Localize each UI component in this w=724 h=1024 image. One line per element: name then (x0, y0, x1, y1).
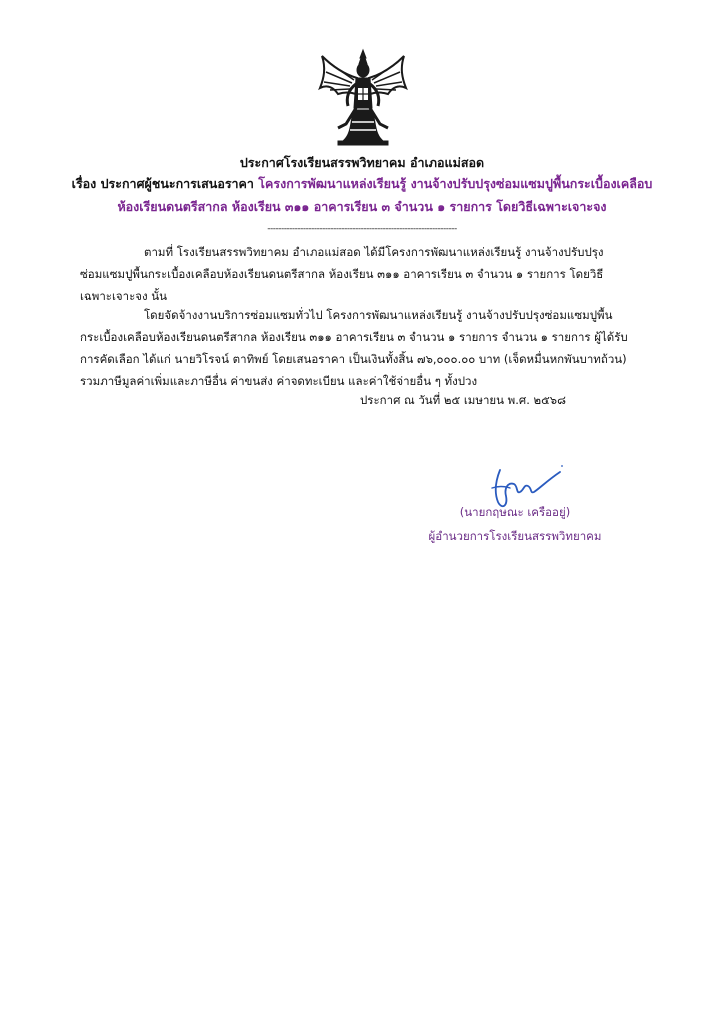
announcement-date: ประกาศ ณ วันที่ ๒๕ เมษายน พ.ศ. ๒๕๖๘ (360, 393, 566, 407)
announcement-title: ประกาศโรงเรียนสรรพวิทยาคม อำเภอแม่สอด (239, 155, 485, 170)
announcement-subject-cont: ห้องเรียนดนตรีสากล ห้องเรียน ๓๑๑ อาคารเรียน ๓ จำนวน ๑ รายการ โดยวิธีเฉพาะเจาะจง (117, 199, 607, 214)
subject-prefix: เรื่อง ประกาศผู้ชนะการเสนอราคา (71, 176, 259, 191)
paragraph-2-line-4: รวมภาษีมูลค่าเพิ่มและภาษีอื่น ค่าขนส่ง ค่าจดทะเบียน และค่าใช้จ่ายอื่น ๆ ทั้งปวง (80, 374, 478, 388)
paragraph-2-line-3: การคัดเลือก ได้แก่ นายวิโรจน์ ตาทิพย์ โดยเสนอราคา เป็นเงินทั้งสิ้น ๗๖,๐๐๐.๐๐ บาท (เจ็ดหมื่นหกพันบาทถ้วน) (80, 352, 627, 366)
paragraph-1-line-2: ซ่อมแซมปูพื้นกระเบื้องเคลือบห้องเรียนดนตรีสากล ห้องเรียน ๓๑๑ อาคารเรียน ๓ จำนวน ๑ รายการ โดยวิธี (80, 267, 604, 281)
signer-position: ผู้อำนวยการโรงเรียนสรรพวิทยาคม (428, 529, 602, 543)
signer-name: (นายกฤษณะ เครืออยู่) (459, 505, 571, 519)
paragraph-1-line-3: เฉพาะเจาะจง นั้น (80, 289, 168, 303)
paragraph-2 (80, 304, 650, 392)
garuda-emblem-icon (314, 48, 412, 148)
announcement-subject (0, 175, 724, 193)
title-divider: --------------------------------------------------------------------- (267, 224, 457, 234)
subject-project: โครงการพัฒนาแหล่งเรียนรู้ งานจ้างปรับปรุงซ่อมแซมปูพื้นกระเบื้องเคลือบ (258, 176, 653, 191)
paragraph-1 (80, 241, 650, 307)
paragraph-2-line-1: โดยจัดจ้างงานบริการซ่อมแซมทั่วไป โครงการพัฒนาแหล่งเรียนรู้ งานจ้างปรับปรุงซ่อมแซมปูพื้น (144, 308, 613, 322)
paragraph-2-line-2: กระเบื้องเคลือบห้องเรียนดนตรีสากล ห้องเรียน ๓๑๑ อาคารเรียน ๓ จำนวน ๑ รายการ จำนวน ๑ รายการ ผู้ได้รับ (80, 330, 628, 344)
paragraph-1-line-1: ตามที่ โรงเรียนสรรพวิทยาคม อำเภอแม่สอด ได้มีโครงการพัฒนาแหล่งเรียนรู้ งานจ้างปรับปรุง (144, 245, 604, 259)
